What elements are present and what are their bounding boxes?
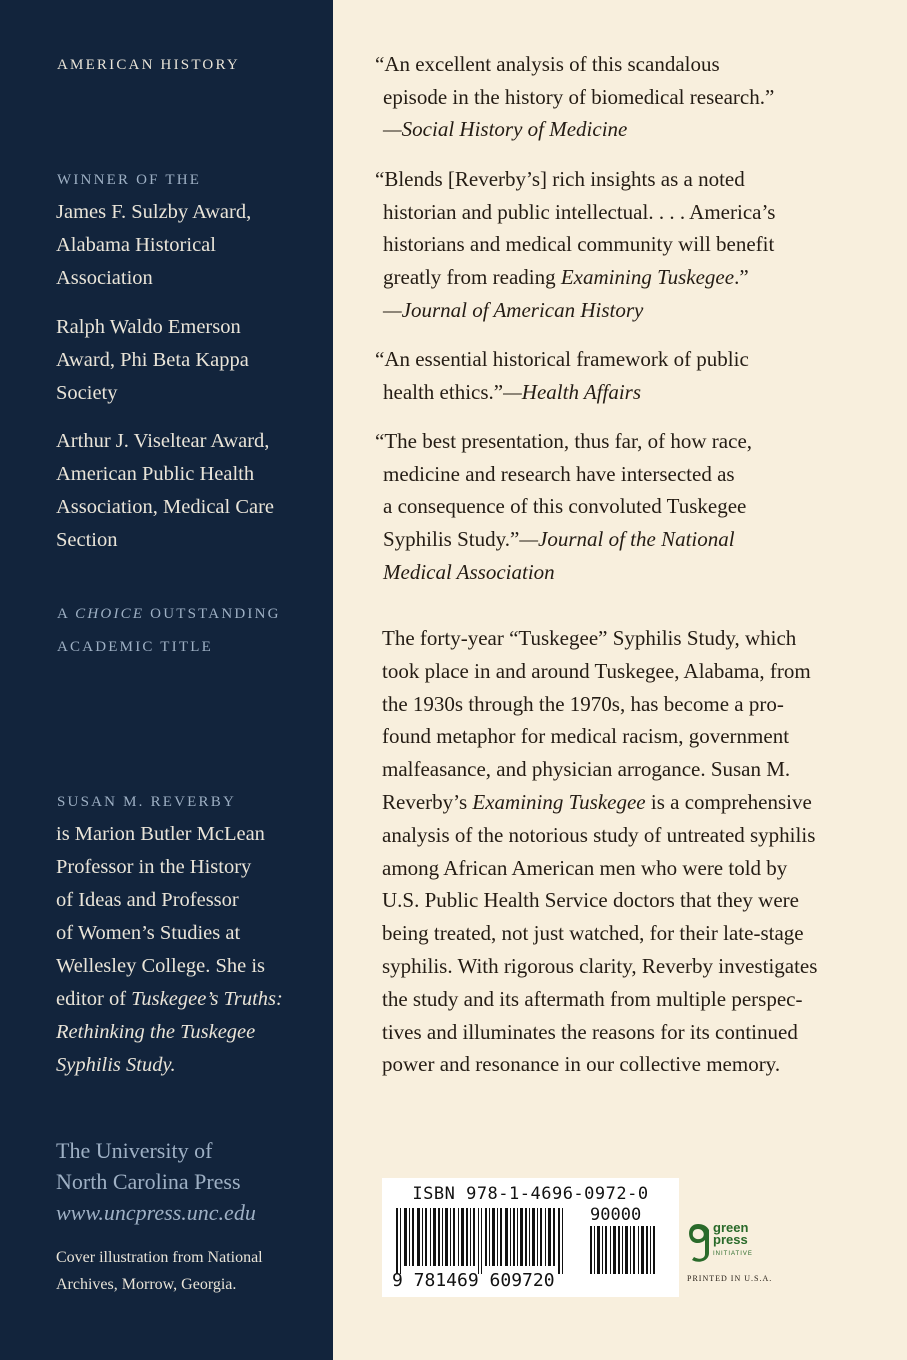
publisher-url: www.uncpress.unc.edu [56,1200,256,1225]
barcode [382,1178,679,1297]
review-quote-1: “An excellent analysis of this scandalous episode in the history of biomedical research.” —Social History of Medicine [376,48,863,146]
awards-heading: WINNER OF THE [57,172,202,188]
green-press-logo: green press [713,1220,749,1247]
quote-source: —Health Affairs [503,379,641,404]
award-3: Arthur J. Viseltear Award, American Public Health Association, Medical Care Section [56,430,275,551]
quote-source: —Social History of Medicine [383,117,628,142]
quote-source: —Journal of American History [383,297,644,322]
award-1: James F. Sulzby Award, Alabama Historical Association [56,201,252,289]
isbn-label: ISBN 978-1-4696-0972-0 [412,1184,649,1204]
price-code: 90000 [590,1205,642,1225]
author-name: SUSAN M. REVERBY [57,794,236,810]
review-quote-3: “An essential historical framework of public health ethics.”—Health Affairs [375,347,749,404]
cover-credit: Cover illustration from National Archives, Morrow, Georgia. [56,1249,263,1293]
review-quote-2: “Blends [Reverby’s] rich insights as a noted historian and public intellectual. . . . America’s historians and medical community will benefit greatly from reading Examining Tuskegee.” —Journal of American History [376,163,863,327]
choice-title: A CHOICE OUTSTANDING ACADEMIC TITLE [57,606,281,655]
left-panel [0,0,333,1360]
right-panel [333,0,907,1360]
green-press-leaf-icon [685,1222,711,1262]
book-description: The forty-year “Tuskegee” Syphilis Study, which took place in and around Tuskegee, Alabama, from the 1930s through the 1970s, has become a pro- found metaphor for medical racism, government malfeasance, and physician arrogance. Susan M. Reverby’s Examining Tuskegee is a comprehensive analysis of the notorious study of untreated syphilis among African American men who were told by U.S. Public Health Service doctors that they were being treated, not just watched, for their late-stage syphilis. With rigorous clarity, Reverby investigates the study and its aftermath from multiple perspec- tives and illuminates the reasons for its continued power and resonance in our collective memory. [382,626,818,1077]
review-quote-4: “The best presentation, thus far, of how race, medicine and research have intersected as a consequence of this convoluted Tuskegee Syphilis Study.”—Journal of the National Medical Association [375,429,753,584]
green-press-initiative: INITIATIVE [713,1251,753,1257]
category-label: AMERICAN HISTORY [57,57,240,73]
publisher: The University of North Carolina Press www.uncpress.unc.edu [56,1135,326,1228]
ean-number: 9 781469 609720 [392,1270,555,1291]
author-bio: is Marion Butler McLean Professor in the History of Ideas and Professor of Women’s Studies at Wellesley College. She is editor of Tuskegee’s Truths: Rethinking the Tuskegee Syphilis Study. [56,823,283,1076]
printed-in: PRINTED IN U.S.A. [687,1274,773,1283]
award-2: Ralph Waldo Emerson Award, Phi Beta Kappa Society [56,316,249,404]
quote-source: —Journal of the National [519,527,735,552]
